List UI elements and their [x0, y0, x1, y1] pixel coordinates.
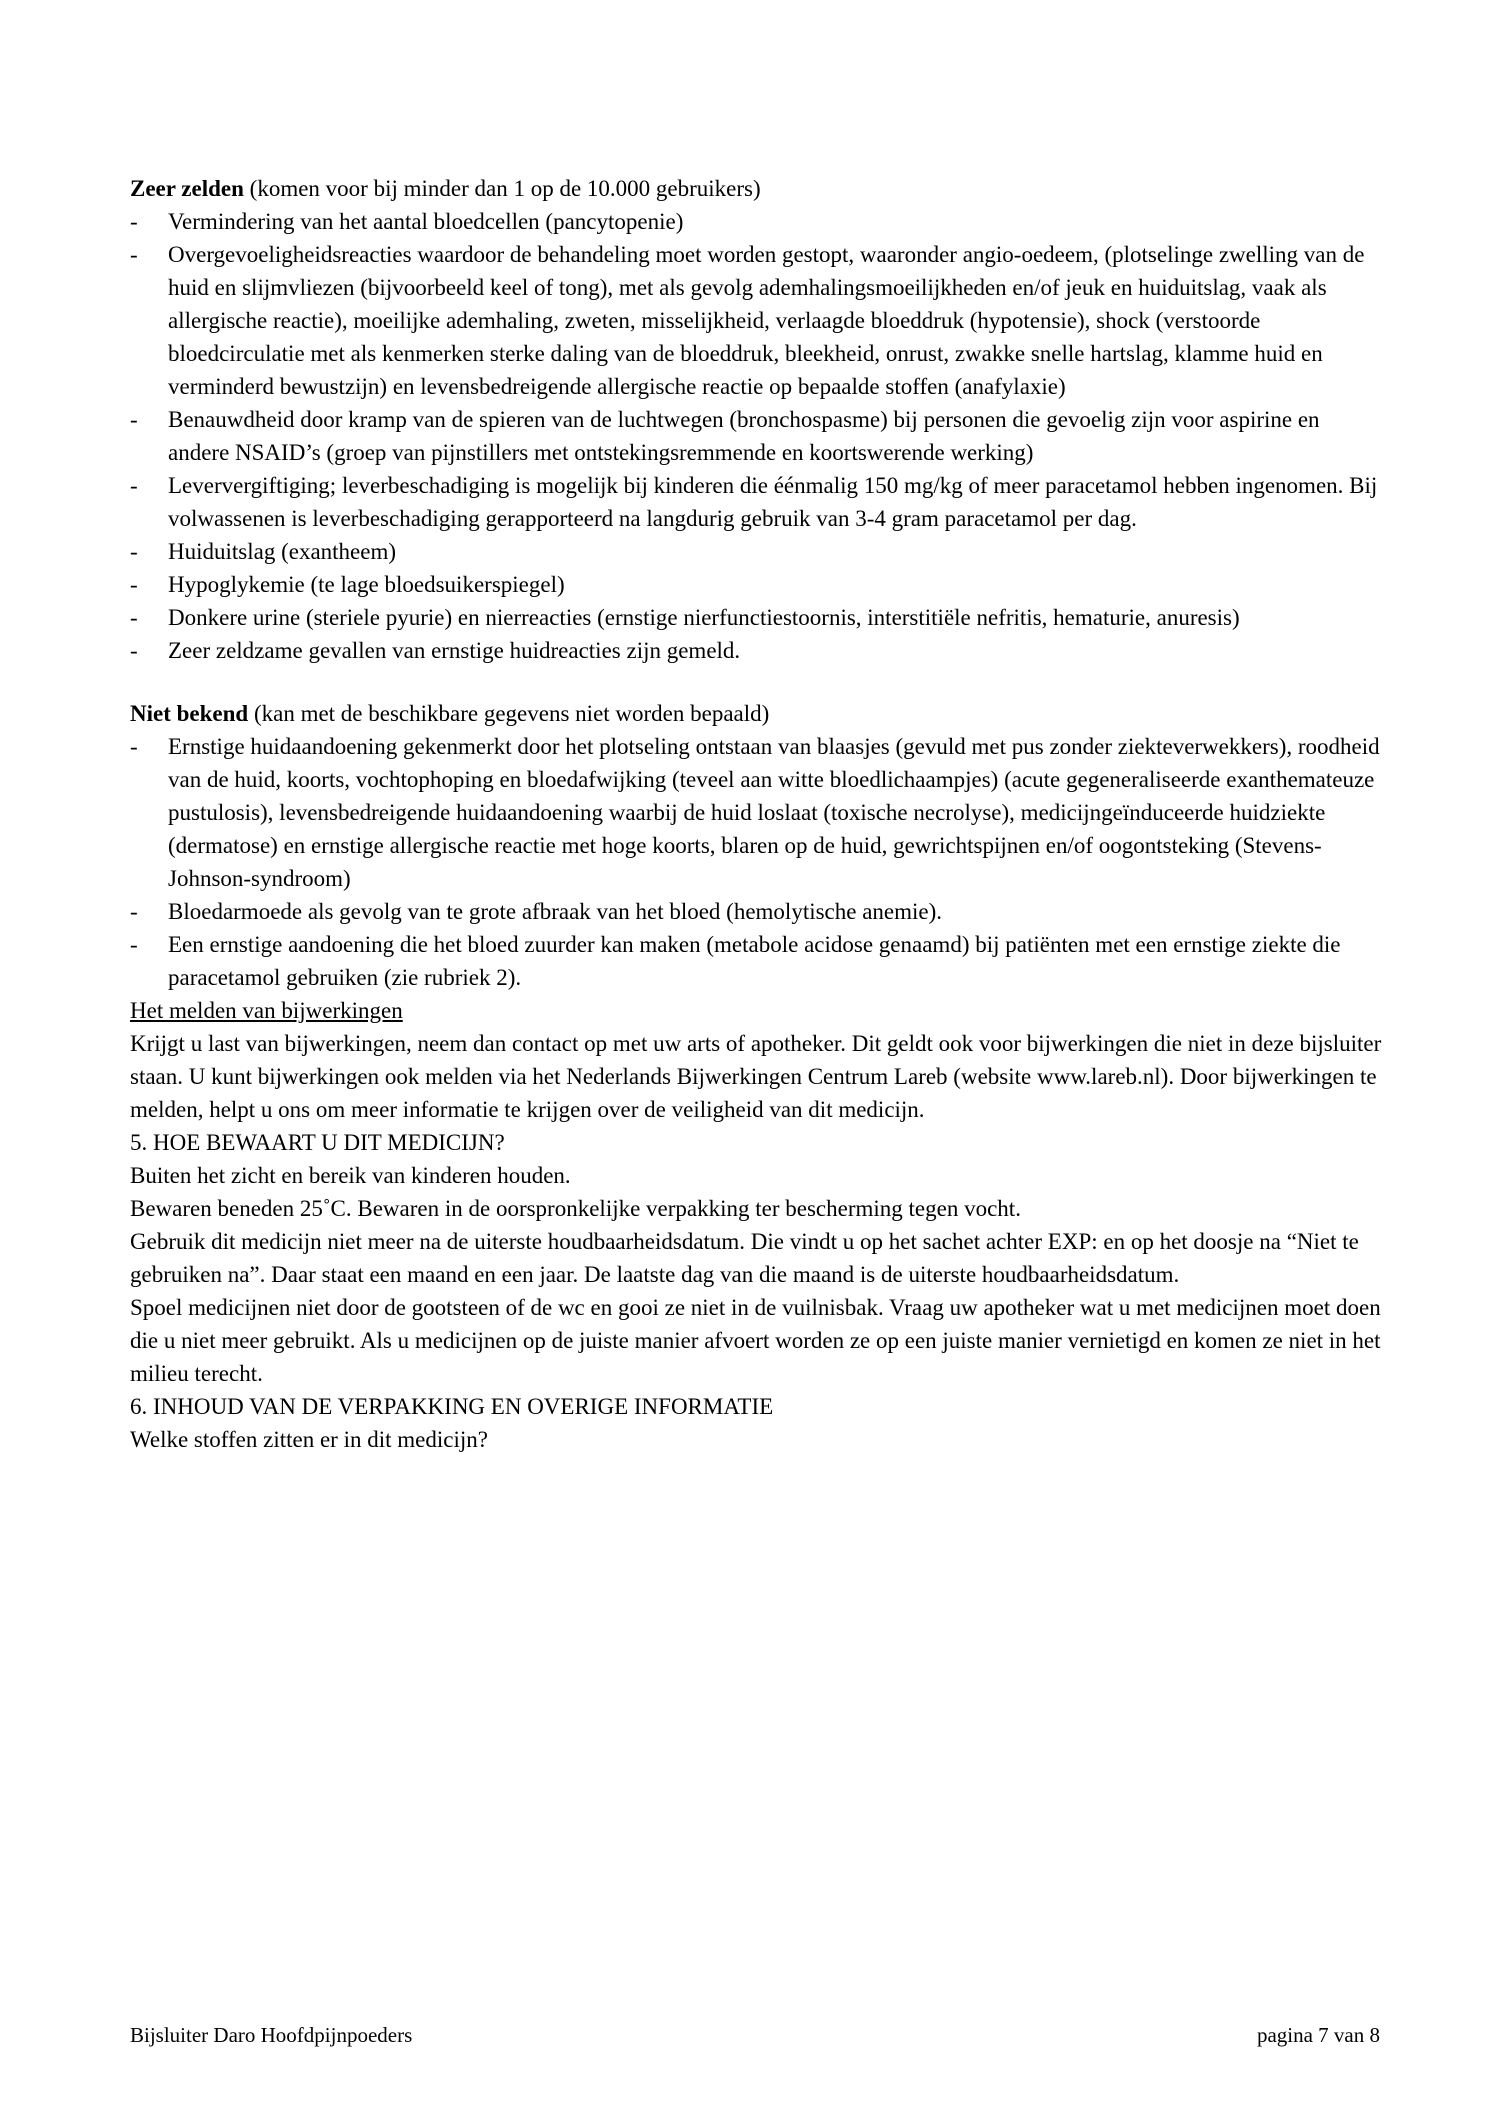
- dash-bullet: -: [130, 638, 138, 663]
- leaflet-page: [130, 172, 1382, 1456]
- list-item-text: Zeer zeldzame gevallen van ernstige huidreacties zijn gemeld.: [168, 638, 741, 663]
- list-item-text: Hypoglykemie (te lage bloedsuikerspiegel): [168, 572, 565, 597]
- section-melden-bijwerkingen: [130, 994, 1382, 1126]
- section-6-heading: 6. INHOUD VAN DE VERPAKKING EN OVERIGE INFORMATIE: [130, 1394, 774, 1419]
- list-item-text: Bloedarmoede als gevolg van te grote afbraak van het bloed (hemolytische anemie).: [168, 899, 943, 924]
- page-footer: [130, 2022, 1380, 2048]
- list-item: [130, 403, 1382, 469]
- niet-bekend-term: Niet bekend: [130, 701, 249, 726]
- list-item: [130, 928, 1382, 994]
- list-item: [130, 535, 1382, 568]
- dash-bullet: -: [130, 473, 138, 498]
- list-item-text: Overgevoeligheidsreacties waardoor de behandeling moet worden gestopt, waaronder angio-oedeem, (plotselinge zwelling van de huid en slijmvliezen (bijvoorbeeld keel of tong), met als gevolg ademhalingsmoeilijkheden en/of jeuk en huiduitslag, vaak als allergische reactie), moeilijke ademhaling, zweten, misselijkheid, verlaagde bloeddruk (hypotensie), shock (verstoorde bloedcirculatie met als kenmerken sterke daling van de bloeddruk, bleekheid, onrust, zwakke snelle hartslag, klamme huid en verminderd bewustzijn) en levensbedreigende allergische reactie op bepaalde stoffen (anafylaxie): [168, 242, 1365, 399]
- list-item-text: Vermindering van het aantal bloedcellen (pancytopenie): [168, 209, 684, 234]
- melden-body: Krijgt u last van bijwerkingen, neem dan contact op met uw arts of apotheker. Dit geldt ook voor bijwerkingen die niet in deze bijsluiter staan. U kunt bijwerkingen ook melden via het Nederlands Bijwerkingen Centrum Lareb (website www.lareb.nl). Door bijwerkingen te melden, helpt u ons om meer informatie te krijgen over de veiligheid van dit medicijn.: [130, 1031, 1382, 1122]
- dash-bullet: -: [130, 734, 138, 759]
- footer-document-title: Bijsluiter Daro Hoofdpijnpoeders: [130, 2023, 413, 2047]
- list-item: [130, 895, 1382, 928]
- list-item-text: Een ernstige aandoening die het bloed zuurder kan maken (metabole acidose genaamd) bij patiënten met een ernstige ziekte die paracetamol gebruiken (zie rubriek 2).: [168, 932, 1341, 990]
- list-item: [130, 634, 1382, 667]
- list-item-text: Leververgiftiging; leverbeschadiging is mogelijk bij kinderen die éénmalig 150 mg/kg of meer paracetamol hebben ingenomen. Bij volwassenen is leverbeschadiging gerapporteerd na langdurig gebruik van 3-4 gram paracetamol per dag.: [168, 473, 1378, 531]
- section-niet-bekend: [130, 697, 1382, 994]
- section-6-inhoud: [130, 1390, 1382, 1456]
- bewaren-para-houdbaarheid: Gebruik dit medicijn niet meer na de uiterste houdbaarheidsdatum. Die vindt u op het sachet achter EXP: en op het doosje na “Niet te gebruiken na”. Daar staat een maand en een jaar. De laatste dag van die maand is de uiterste houdbaarheidsdatum.: [130, 1229, 1359, 1287]
- zeer-zelden-heading: [130, 172, 1382, 205]
- dash-bullet: -: [130, 932, 138, 957]
- list-item-text: Benauwdheid door kramp van de spieren van de luchtwegen (bronchospasme) bij personen die gevoelig zijn voor aspirine en andere NSAID’s (groep van pijnstillers met ontstekingsremmende en koortswerende werking): [168, 407, 1320, 465]
- list-item: [130, 469, 1382, 535]
- dash-bullet: -: [130, 209, 138, 234]
- niet-bekend-heading: [130, 697, 1382, 730]
- niet-bekend-list: [130, 730, 1382, 994]
- list-item: [130, 238, 1382, 403]
- section-zeer-zelden: [130, 172, 1382, 667]
- niet-bekend-qualifier: (kan met de beschikbare gegevens niet worden bepaald): [248, 701, 770, 726]
- dash-bullet: -: [130, 605, 138, 630]
- list-item-text: Donkere urine (steriele pyurie) en nierreacties (ernstige nierfunctiestoornis, interstitiële nefritis, hematurie, anuresis): [168, 605, 1240, 630]
- welke-stoffen-subheading: Welke stoffen zitten er in dit medicijn?: [130, 1427, 488, 1452]
- footer-page-number: pagina 7 van 8: [1256, 2023, 1380, 2047]
- section-5-bewaren: [130, 1126, 1382, 1390]
- zeer-zelden-term: Zeer zelden: [130, 176, 244, 201]
- section-5-heading: 5. HOE BEWAART U DIT MEDICIJN?: [130, 1130, 505, 1155]
- dash-bullet: -: [130, 407, 138, 432]
- list-item: [130, 205, 1382, 238]
- bewaren-line-2: Bewaren beneden 25˚C. Bewaren in de oorspronkelijke verpakking ter bescherming tegen vocht.: [130, 1196, 1021, 1221]
- zeer-zelden-list: [130, 205, 1382, 667]
- bewaren-line-1: Buiten het zicht en bereik van kinderen houden.: [130, 1163, 571, 1188]
- melden-heading: Het melden van bijwerkingen: [130, 998, 403, 1023]
- dash-bullet: -: [130, 572, 138, 597]
- dash-bullet: -: [130, 899, 138, 924]
- list-item: [130, 730, 1382, 895]
- list-item-text: Ernstige huidaandoening gekenmerkt door het plotseling ontstaan van blaasjes (gevuld met pus zonder ziekteverwekkers), roodheid van de huid, koorts, vochtophoping en bloedafwijking (teveel aan witte bloedlichaampjes) (acute gegeneraliseerde exanthemateuze pustulosis), levensbedreigende huidaandoening waarbij de huid loslaat (toxische necrolyse), medicijngeïnduceerde huidziekte (dermatose) en ernstige allergische reactie met hoge koorts, blaren op de huid, gewrichtspijnen en/of oogontsteking (Stevens-Johnson-syndroom): [168, 734, 1380, 891]
- dash-bullet: -: [130, 539, 138, 564]
- bewaren-para-afvoeren: Spoel medicijnen niet door de gootsteen of de wc en gooi ze niet in de vuilnisbak. Vraag uw apotheker wat u met medicijnen moet doen die u niet meer gebruikt. Als u medicijnen op de juiste manier afvoert worden ze op een juiste manier vernietigd en komen ze niet in het milieu terecht.: [130, 1295, 1381, 1386]
- list-item: [130, 568, 1382, 601]
- list-item-text: Huiduitslag (exantheem): [168, 539, 397, 564]
- dash-bullet: -: [130, 242, 138, 267]
- list-item: [130, 601, 1382, 634]
- zeer-zelden-qualifier: (komen voor bij minder dan 1 op de 10.000 gebruikers): [243, 176, 761, 201]
